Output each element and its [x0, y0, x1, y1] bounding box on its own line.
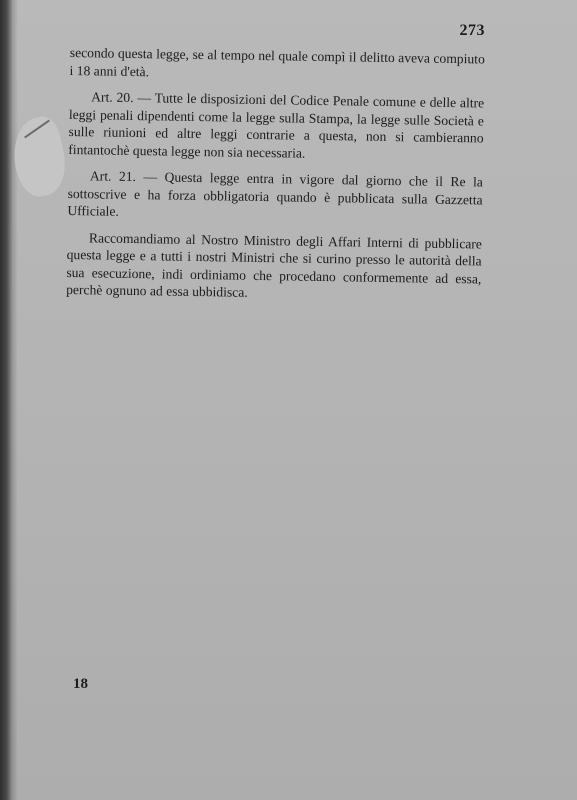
- book-binding: [0, 0, 12, 800]
- paragraph-closing: Raccomandiamo al Nostro Ministro degli Affari Interni di pubblicare questa legge e a tutti i nostri Ministri che si curino presso le autorità della sua esecuzione, indi ordiniamo che procedano conformemente ad essa, perchè ognuno ad essa ubbidisca.: [66, 229, 483, 300]
- paragraph-article-20: Art. 20. — Tutte le disposizioni del Codice Penale comune e delle altre leggi penali dipendenti come la legge sulla Stampa, la legge sulle Società e sulle riunioni ed altre leggi contrarie a questa, non si cambieranno fintantochè questa legge non sia necessaria.: [68, 89, 485, 161]
- paragraph-article-21: Art. 21. — Questa legge entra in vigore dal giorno che il Re la sottoscrive e ha forza obbligatoria quando è pubblicata sulla Gazzetta Ufficiale.: [67, 168, 484, 219]
- paragraph-continuation: secondo questa legge, se al tempo nel quale compì il delitto aveva compiuto i 18 anni d'età.: [69, 44, 485, 79]
- signature-mark: 18: [73, 676, 88, 692]
- body-text: [66, 44, 485, 314]
- page-number: 273: [459, 22, 485, 39]
- binding-shadow: [12, 0, 18, 800]
